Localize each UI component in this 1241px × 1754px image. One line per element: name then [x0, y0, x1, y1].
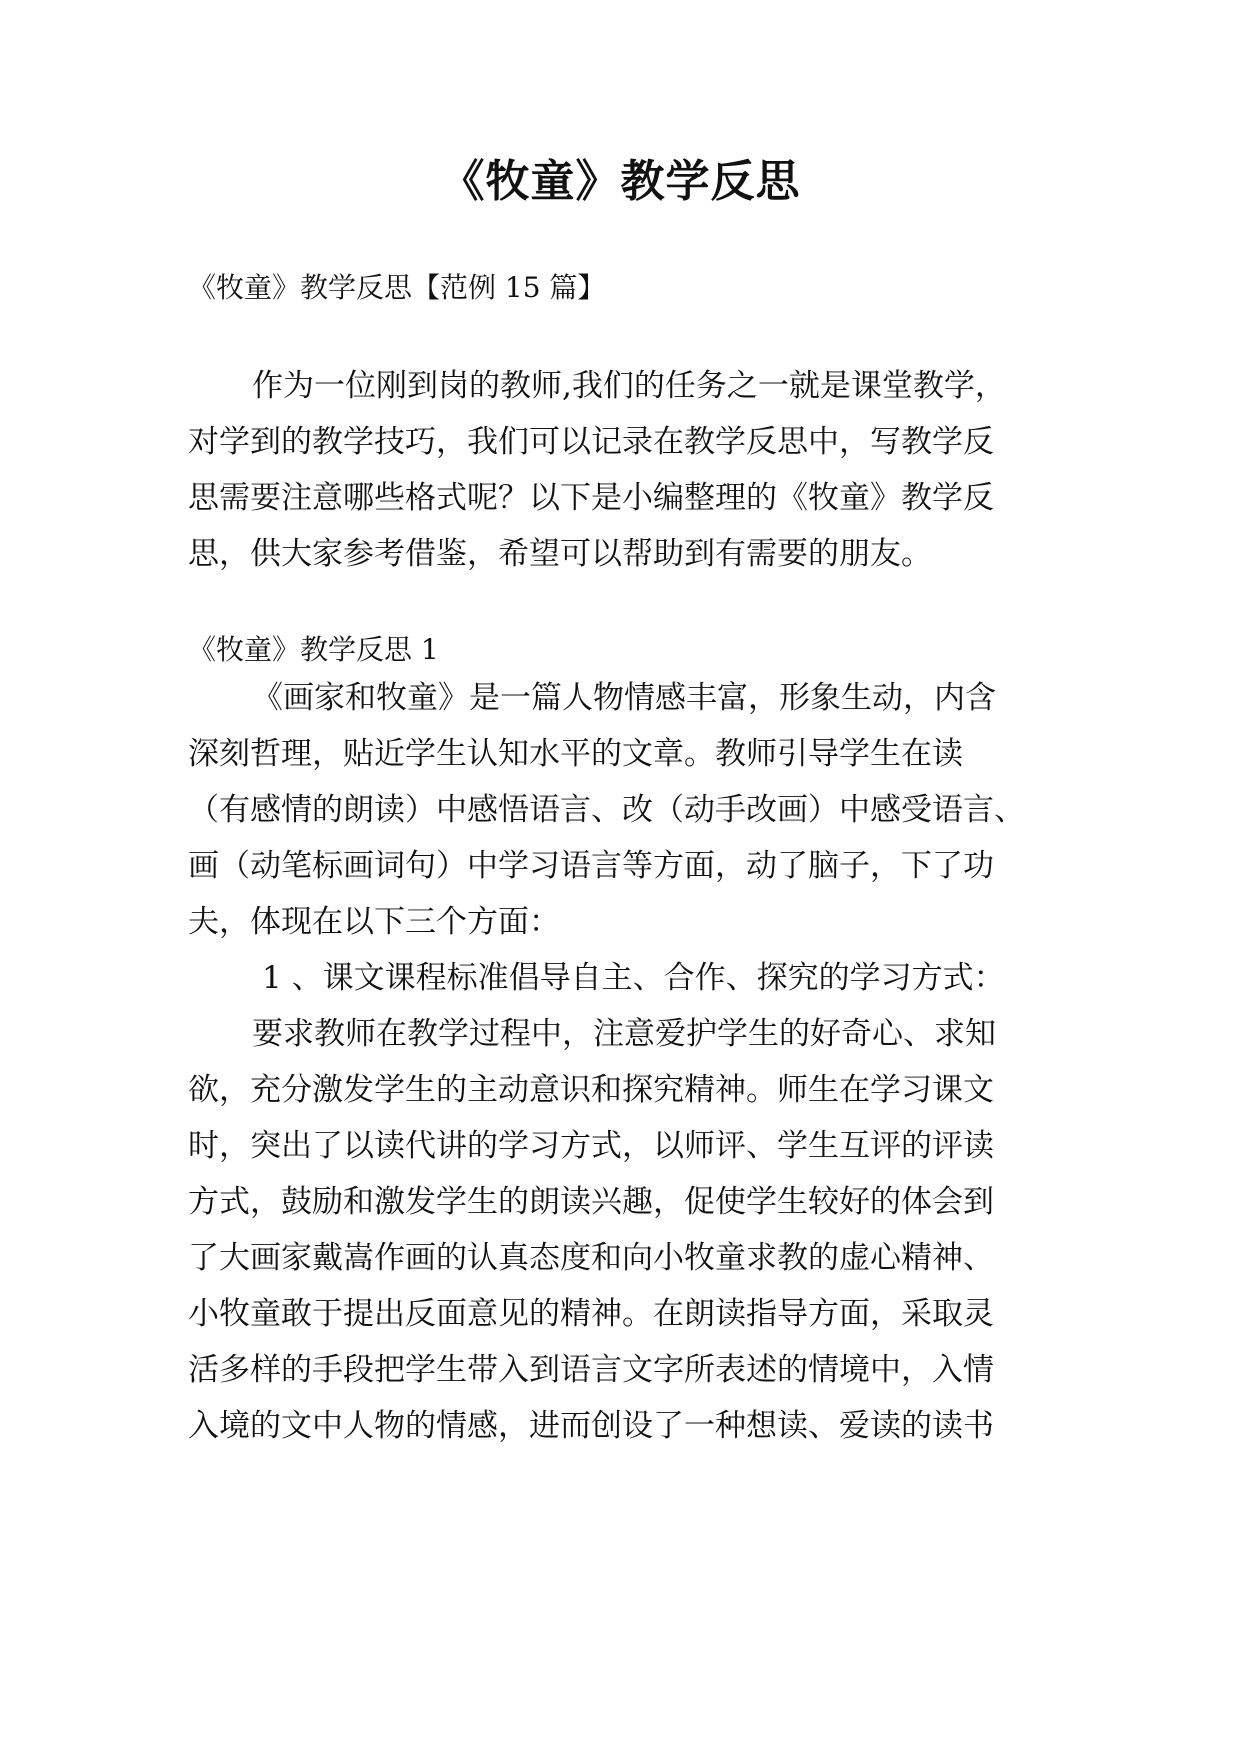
- intro-line: 对学到的教学技巧，我们可以记录在教学反思中，写教学反: [188, 424, 994, 460]
- intro-line: 思需要注意哪些格式呢？以下是小编整理的《牧童》教学反: [188, 480, 994, 516]
- body-line: 深刻哲理，贴近学生认知水平的文章。教师引导学生在读: [188, 736, 963, 772]
- body-line: 要求教师在教学过程中，注意爱护学生的好奇心、求知: [252, 1016, 996, 1052]
- body-line: （有感情的朗读）中感悟语言、改（动手改画）中感受语言、: [188, 792, 1025, 828]
- intro-line: 思，供大家参考借鉴，希望可以帮助到有需要的朋友。: [188, 536, 932, 572]
- body-line: 《画家和牧童》是一篇人物情感丰富，形象生动，内含: [252, 680, 996, 716]
- body-line: 入境的文中人物的情感，进而创设了一种想读、爱读的读书: [188, 1408, 994, 1444]
- body-line: 了大画家戴嵩作画的认真态度和向小牧童求教的虚心精神、: [188, 1240, 994, 1276]
- body-line: 画（动笔标画词句）中学习语言等方面，动了脑子，下了功: [188, 848, 994, 884]
- body-line: 1 、课文课程标准倡导自主、合作、探究的学习方式：: [262, 960, 1005, 996]
- body-line: 欲，充分激发学生的主动意识和探究精神。师生在学习课文: [188, 1072, 994, 1108]
- body-line: 活多样的手段把学生带入到语言文字所表述的情境中，入情: [188, 1352, 994, 1388]
- body-line: 小牧童敢于提出反面意见的精神。在朗读指导方面，采取灵: [188, 1296, 994, 1332]
- body-line: 方式，鼓励和激发学生的朗读兴趣，促使学生较好的体会到: [188, 1184, 994, 1220]
- document-title: 《牧童》教学反思: [440, 156, 801, 207]
- body-line: 夫，体现在以下三个方面：: [188, 904, 560, 940]
- document-subtitle: 《牧童》教学反思【范例 15 篇】: [188, 271, 606, 304]
- intro-line: 作为一位刚到岗的教师,我们的任务之一就是课堂教学，: [252, 368, 1006, 404]
- body-line: 时，突出了以读代讲的学习方式，以师评、学生互评的评读: [188, 1128, 994, 1164]
- section-heading: 《牧童》教学反思 1: [188, 633, 439, 666]
